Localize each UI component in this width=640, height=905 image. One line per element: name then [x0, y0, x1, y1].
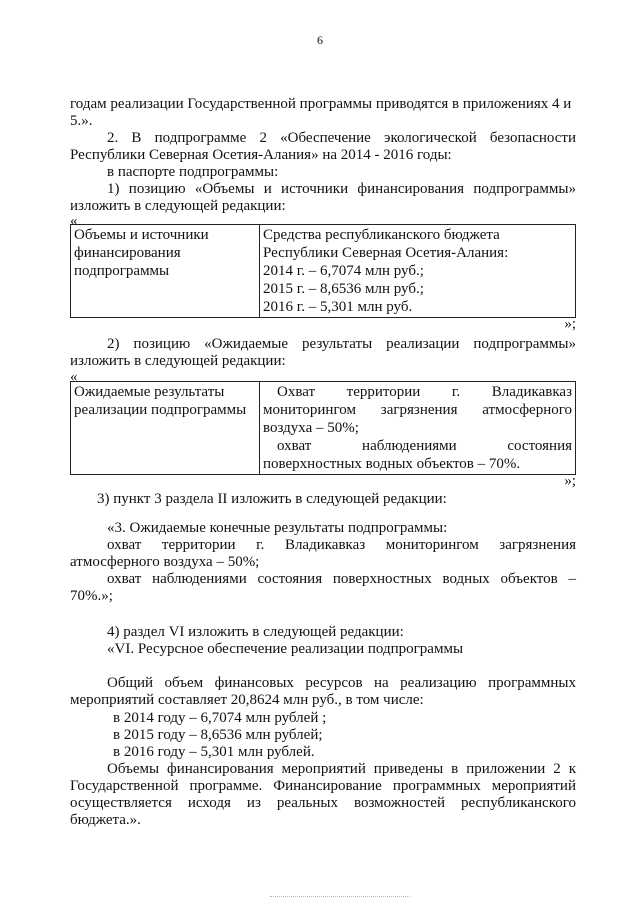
- paragraph-line: в паспорте подпрограммы:: [107, 164, 279, 180]
- paragraph-line: мероприятий составляет 20,8624 млн руб., в том числе:: [70, 692, 424, 708]
- results-table-label-cell: Ожидаемые результаты реализации подпрограммы: [71, 382, 260, 475]
- paragraph-line: 5.».: [70, 113, 93, 129]
- funding-table-label-cell: Объемы и источники финансирования подпрограммы: [71, 225, 260, 318]
- year-item: в 2015 году – 8,6536 млн рублей;: [113, 727, 323, 743]
- paragraph-line: Общий объем финансовых ресурсов на реализацию программных: [107, 675, 576, 691]
- section-heading: «VI. Ресурсное обеспечение реализации подпрограммы: [107, 641, 464, 657]
- paragraph-line: Государственной программе. Финансирование программных мероприятий: [70, 778, 576, 794]
- paragraph-line: осуществляется исходя из реальных возможностей республиканского: [70, 795, 576, 811]
- paragraph-line: бюджета.».: [70, 812, 141, 828]
- open-quote: «: [70, 213, 78, 229]
- paragraph-line: 70%.»;: [70, 588, 113, 604]
- close-quote: »;: [564, 473, 576, 489]
- open-quote: «: [70, 369, 78, 385]
- funding-table: [70, 224, 576, 318]
- year-item: в 2016 году – 5,301 млн рублей.: [113, 744, 315, 760]
- paragraph-line: 2. В подпрограмме 2 «Обеспечение экологической безопасности: [107, 130, 576, 146]
- paragraph-line: охват территории г. Владикавказ мониторингом загрязнения: [107, 537, 576, 553]
- close-quote: »;: [564, 316, 576, 332]
- paragraph-line: атмосферного воздуха – 50%;: [70, 554, 260, 570]
- year-item: в 2014 году – 6,7074 млн рублей ;: [113, 710, 327, 726]
- paragraph-line: изложить в следующей редакции:: [70, 353, 286, 369]
- results-table-value-cell: Охват территории г. Владикавказ мониторингом загрязнения атмосферного воздуха – 50%; охват наблюдениями состояния поверхностных водных объектов – 70%.: [260, 382, 576, 475]
- paragraph-line: 4) раздел VI изложить в следующей редакции:: [107, 624, 404, 640]
- page-number: 6: [317, 33, 323, 47]
- paragraph-line: «3. Ожидаемые конечные результаты подпрограммы:: [107, 520, 448, 536]
- paragraph-line: годам реализации Государственной программы приводятся в приложениях 4 и: [70, 96, 572, 112]
- scan-artifact: [270, 896, 410, 900]
- paragraph-line: охват наблюдениями состояния поверхностных водных объектов –: [107, 571, 576, 587]
- results-table: [70, 381, 576, 475]
- funding-table-value-cell: Средства республиканского бюджета Республики Северная Осетия-Алания: 2014 г. – 6,7074 млн руб.; 2015 г. – 8,6536 млн руб.; 2016 г. – 5,301 млн руб.: [260, 225, 576, 318]
- paragraph-line: 3) пункт 3 раздела II изложить в следующей редакции:: [97, 491, 447, 507]
- paragraph-line: изложить в следующей редакции:: [70, 198, 286, 214]
- paragraph-line: 1) позицию «Объемы и источники финансирования подпрограммы»: [107, 181, 576, 197]
- paragraph-line: 2) позицию «Ожидаемые результаты реализации подпрограммы»: [107, 336, 576, 352]
- paragraph-line: Республики Северная Осетия-Алания» на 2014 - 2016 годы:: [70, 147, 452, 163]
- paragraph-line: Объемы финансирования мероприятий приведены в приложении 2 к: [107, 761, 576, 777]
